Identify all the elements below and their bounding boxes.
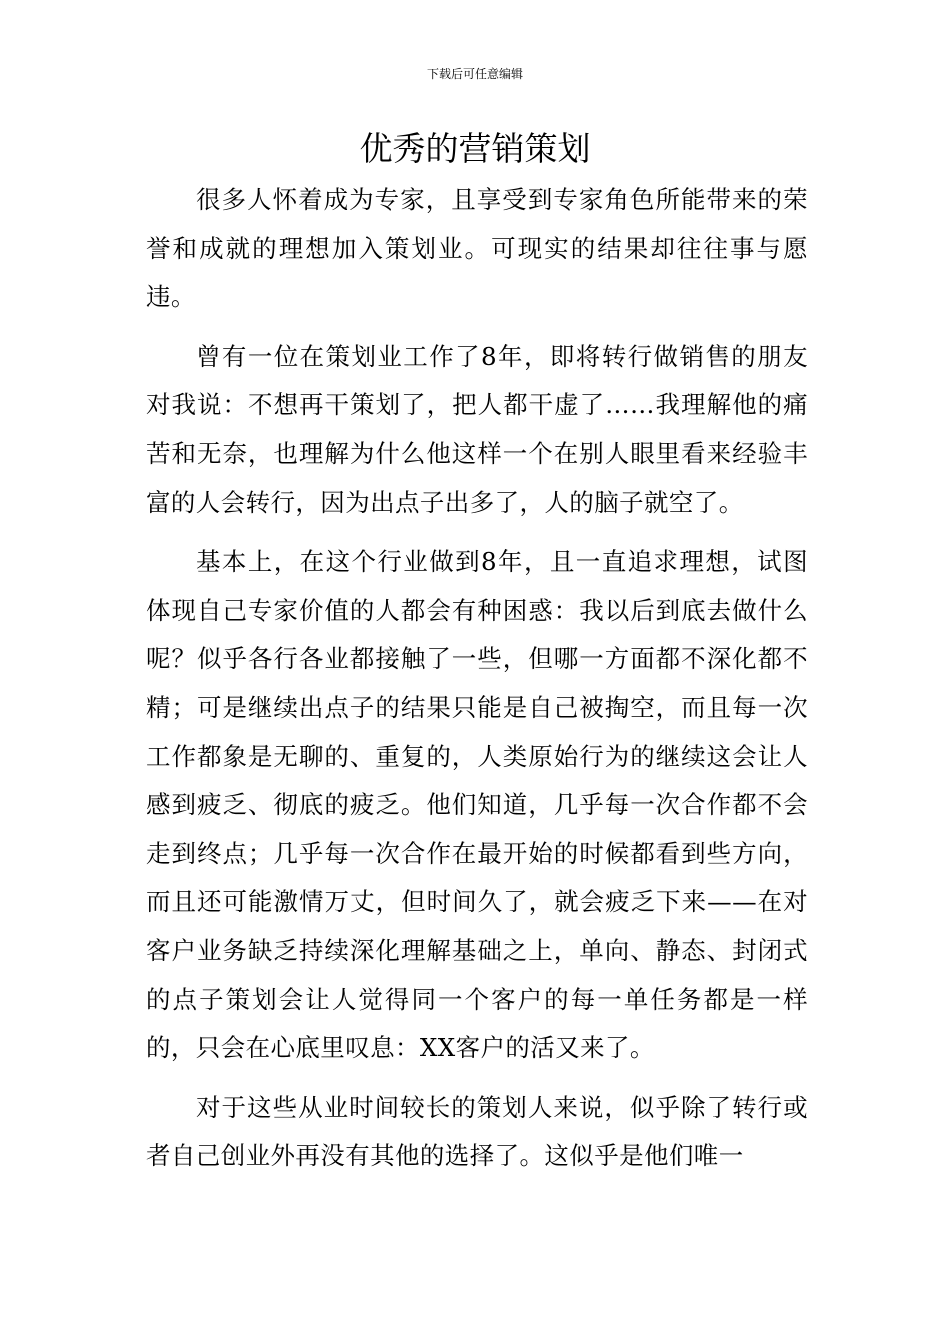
- paragraph-1: 很多人怀着成为专家，且享受到专家角色所能带来的荣誉和成就的理想加入策划业。可现实的结果却往往事与愿违。: [146, 185, 808, 312]
- paragraph-4: 对于这些从业时间较长的策划人来说，似乎除了转行或者自己创业外再没有其他的选择了。这似乎是他们唯一: [146, 1092, 808, 1171]
- document-body: [146, 176, 808, 1181]
- page-header-note: 下载后可任意编辑: [426, 67, 523, 81]
- document-title: 优秀的营销策划: [359, 129, 591, 168]
- paragraph-2: 曾有一位在策划业工作了8年，即将转行做销售的朋友对我说：不想再干策划了，把人都干虚了……我理解他的痛苦和无奈，也理解为什么他这样一个在别人眼里看来经验丰富的人会转行，因为出点子出多了，人的脑子就空了。: [146, 341, 808, 517]
- paragraph-3: 基本上，在这个行业做到8年，且一直追求理想，试图体现自己专家价值的人都会有种困惑：我以后到底去做什么呢？似乎各行各业都接触了一些，但哪一方面都不深化都不精；可是继续出点子的结果只能是自己被掏空，而且每一次工作都象是无聊的、重复的，人类原始行为的继续这会让人感到疲乏、彻底的疲乏。他们知道，几乎每一次合作都不会走到终点；几乎每一次合作在最开始的时候都看到些方向，而且还可能激情万丈，但时间久了，就会疲乏下来——在对客户业务缺乏持续深化理解基础之上，单向、静态、封闭式的点子策划会让人觉得同一个客户的每一单任务都是一样的，只会在心底里叹息：XX客户的活又来了。: [146, 547, 808, 1063]
